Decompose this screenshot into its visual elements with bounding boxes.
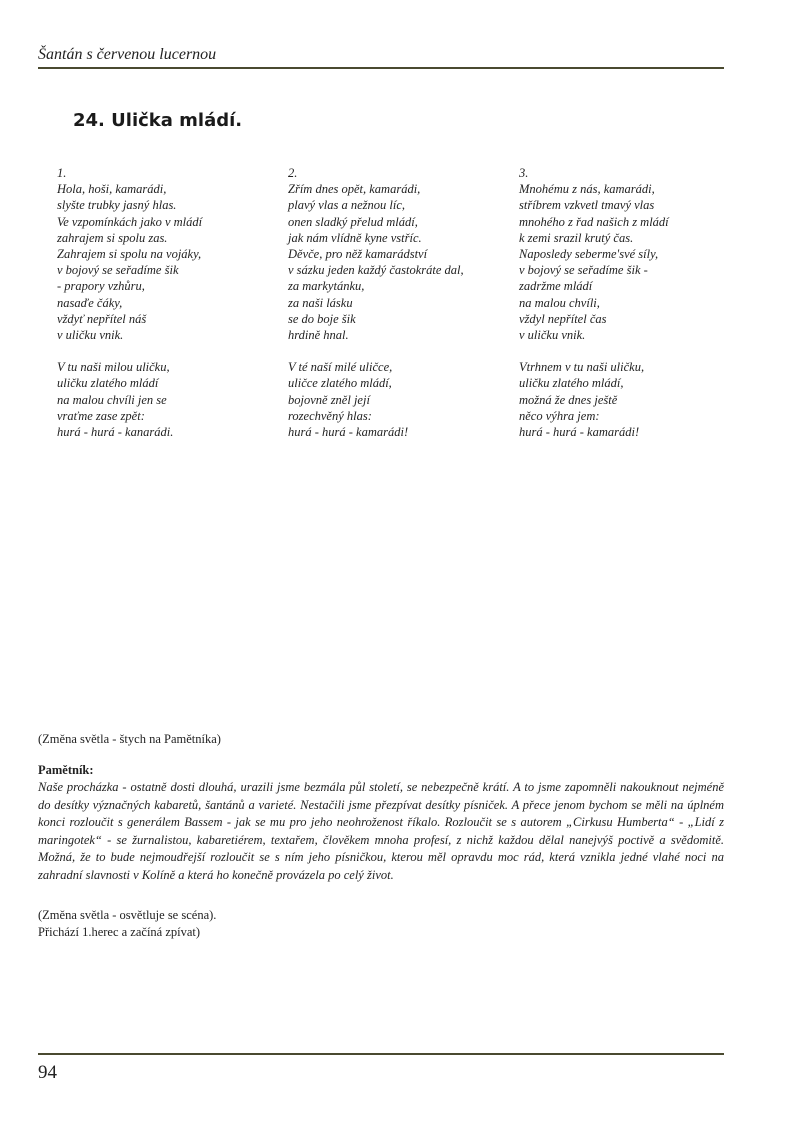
speaker-name: Pamětník: xyxy=(38,763,94,777)
verse-line: - prapory vzhůru, xyxy=(57,279,145,294)
verse-line: k zemi srazil krutý čas. xyxy=(519,230,634,245)
verse-line: Děvče, pro něž kamarádství xyxy=(288,247,428,262)
verse-line: na malou chvíli, xyxy=(519,295,600,310)
stage-direction: (Změna světla - osvětluje se scéna). xyxy=(38,908,217,922)
verse-line: Naposledy seberme'své síly, xyxy=(519,247,659,262)
verse-line: Zahrajem si spolu na vojáky, xyxy=(57,247,202,262)
verse-line: vždyť nepřítel náš xyxy=(57,311,147,326)
verse-line: stříbrem vzkvetl tmavý vlas xyxy=(519,198,655,213)
verse-line: v sázku jeden každý častokráte dal, xyxy=(288,263,464,278)
stanza-gap xyxy=(57,343,282,359)
monologue-text: Naše procházka - ostatně dosti dlouhá, urazili jsme bezmála půl století, se nebezpečně krátí. A to jsme zapomněli nakouknout nejméně do desítky význačných kabaretů, šantánů a varieté. Nestačili jsme přezpívat desítky písniček. A přece jenom bychom se měli na úplném konci rozloučit s generálem Bassem - jak se mu pro jeho neohroženost říkalo. Rozloučit se s autorem „Cirkusu Humberta“ - „Lidí z maringotek“ - se žurnalistou, kabaretiérem, textařem, člověkem mnoha profesí, z nichž každou dělal nanejvýš poctivě a svědomitě. Možná, že to bude nejmoudřejší rozloučit se s ním jeho písničkou, kterou měl opravdu moc rád, která vznikla jedné vlahé noci na zahradní slavnosti v Kolíně a která ho konečně provázela po celý život. xyxy=(38,780,724,882)
verse-2 xyxy=(288,165,513,440)
song-title: 24. Ulička mládí. xyxy=(73,110,243,131)
refrain-line: na malou chvíli jen se xyxy=(57,392,167,407)
refrain-line: možná že dnes ještě xyxy=(519,392,618,407)
verse-line: nasaďe čáky, xyxy=(57,295,123,310)
refrain-line: uličku zlatého mládí xyxy=(57,376,159,391)
verse-1 xyxy=(57,165,282,440)
verse-line: v uličku vnik. xyxy=(57,328,124,343)
verse-line: zahrajem si spolu zas. xyxy=(57,230,168,245)
verse-line: Mnohému z nás, kamarádi, xyxy=(519,182,655,197)
refrain-line: uličku zlatého mládí, xyxy=(519,376,624,391)
verse-line: slyšte trubky jasný hlas. xyxy=(57,198,177,213)
verse-line: Ve vzpomínkách jako v mládí xyxy=(57,214,203,229)
verse-line: onen sladký přelud mládí, xyxy=(288,214,418,229)
verse-number: 2. xyxy=(288,166,298,180)
refrain-line: hurá - hurá - kanarádi. xyxy=(57,425,174,440)
page-number: 94 xyxy=(38,1062,57,1083)
verse-line: se do boje šik xyxy=(288,311,356,326)
running-head: Šantán s červenou lucernou xyxy=(38,46,217,63)
verse-line: za markytánku, xyxy=(288,279,365,294)
verse-line: Hola, hoši, kamarádi, xyxy=(57,182,167,197)
verse-line: v bojový se seřadíme šik xyxy=(57,263,179,278)
refrain-line: V tu naši milou uličku, xyxy=(57,360,170,375)
verse-3 xyxy=(519,165,744,440)
stanza-gap xyxy=(288,343,513,359)
header-rule xyxy=(38,67,724,69)
refrain-line: V té naší milé uličce, xyxy=(288,360,393,375)
verse-number: 3. xyxy=(519,166,529,180)
stage-direction: Přichází 1.herec a začíná zpívat) xyxy=(38,924,201,939)
verse-line: zadržme mládí xyxy=(519,279,593,294)
refrain-line: bojovně zněl její xyxy=(288,392,370,407)
footer-rule xyxy=(38,1053,724,1055)
verse-line: v bojový se seřadíme šik - xyxy=(519,263,648,278)
verse-line: v uličku vnik. xyxy=(519,328,586,343)
verse-line: jak nám vlídně kyne vstříc. xyxy=(288,230,422,245)
refrain-line: hurá - hurá - kamarádi! xyxy=(519,425,640,440)
verse-line: mnohého z řad našich z mládí xyxy=(519,214,669,229)
stage-direction: (Změna světla - štych na Pamětníka) xyxy=(38,732,221,746)
verse-number: 1. xyxy=(57,166,67,180)
verse-line: Zřím dnes opět, kamarádi, xyxy=(288,182,421,197)
verse-line: hrdině hnal. xyxy=(288,328,349,343)
refrain-line: hurá - hurá - kamarádi! xyxy=(288,425,409,440)
verse-line: vždyl nepřítel čas xyxy=(519,311,607,326)
refrain-line: vraťme zase zpět: xyxy=(57,408,145,423)
verse-line: za naši lásku xyxy=(288,295,353,310)
refrain-line: rozechvěný hlas: xyxy=(288,408,372,423)
refrain-line: něco výhra jem: xyxy=(519,408,600,423)
refrain-line: uličce zlatého mládí, xyxy=(288,376,392,391)
stanza-gap xyxy=(519,343,744,359)
stage-direction-block xyxy=(38,907,216,940)
verse-line: plavý vlas a nežnou líc, xyxy=(288,198,405,213)
refrain-line: Vtrhnem v tu naši uličku, xyxy=(519,360,645,375)
